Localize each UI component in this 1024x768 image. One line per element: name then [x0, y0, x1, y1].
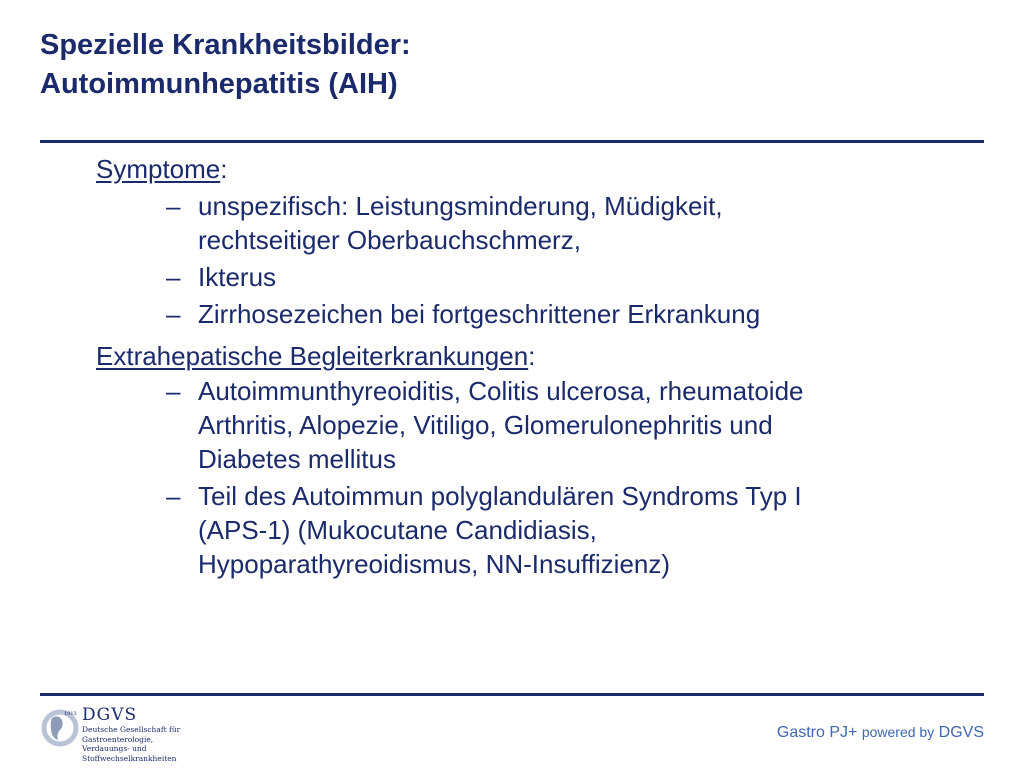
- symptom-list: [96, 189, 976, 331]
- list-item: [96, 374, 976, 476]
- bottom-divider: [40, 693, 984, 696]
- item-line: Zirrhosezeichen bei fortgeschrittener Erkrankung: [198, 299, 761, 329]
- list-item: [96, 189, 976, 257]
- item-line: unspezifisch: Leistungsminderung, Müdigkeit,: [198, 191, 723, 221]
- slide-content: [96, 152, 976, 581]
- comorbidity-list: [96, 374, 976, 581]
- dash-bullet: –: [166, 376, 181, 406]
- logo-subtitle-line: Stoffwechselkrankheiten: [82, 753, 177, 763]
- logo-name: DGVS: [82, 705, 138, 725]
- logo-subtitle-line: Deutsche Gesellschaft für: [82, 725, 181, 734]
- footer-brand-name: Gastro PJ+: [776, 724, 858, 741]
- dash-bullet: –: [166, 299, 181, 329]
- dash-bullet: –: [166, 481, 181, 511]
- logo-wordmark: [82, 705, 180, 763]
- section-heading-begleiterkrankungen: Extrahepatische Begleiterkrankungen:: [96, 341, 536, 371]
- dash-bullet: –: [166, 191, 181, 221]
- item-line: Autoimmunthyreoiditis, Colitis ulcerosa, rheumatoide: [198, 376, 804, 406]
- footer-brand: [777, 724, 984, 742]
- item-line: (APS-1) (Mukocutane Candidiasis,: [198, 515, 597, 545]
- footer-org: DGVS: [938, 724, 984, 741]
- item-line: Hypoparathyreoidismus, NN-Insuffizienz): [198, 549, 671, 579]
- slide-title-line-2: Autoimmunhepatitis (AIH): [40, 68, 398, 100]
- slide-title-line-1: Spezielle Krankheitsbilder:: [40, 29, 411, 61]
- list-item: [96, 479, 976, 581]
- top-divider: [40, 140, 984, 143]
- list-item: [96, 297, 976, 331]
- logo-year: 1913: [64, 711, 77, 717]
- item-line: rechtseitiger Oberbauchschmerz,: [198, 225, 581, 255]
- slide-title: [40, 26, 411, 104]
- footer-powered-by: powered by: [861, 724, 935, 740]
- item-line: Teil des Autoimmun polyglandulären Syndroms Typ I: [198, 481, 802, 511]
- item-line: Diabetes mellitus: [198, 444, 396, 474]
- dash-bullet: –: [166, 262, 181, 292]
- section-heading-symptome: Symptome:: [96, 154, 228, 184]
- logo-subtitle-line: Gastroenterologie,: [82, 734, 154, 744]
- list-item: [96, 260, 976, 294]
- item-line: Ikterus: [198, 262, 277, 292]
- item-line: Arthritis, Alopezie, Vitiligo, Glomerulonephritis und: [198, 410, 773, 440]
- logo-subtitle-line: Verdauungs- und: [82, 744, 147, 753]
